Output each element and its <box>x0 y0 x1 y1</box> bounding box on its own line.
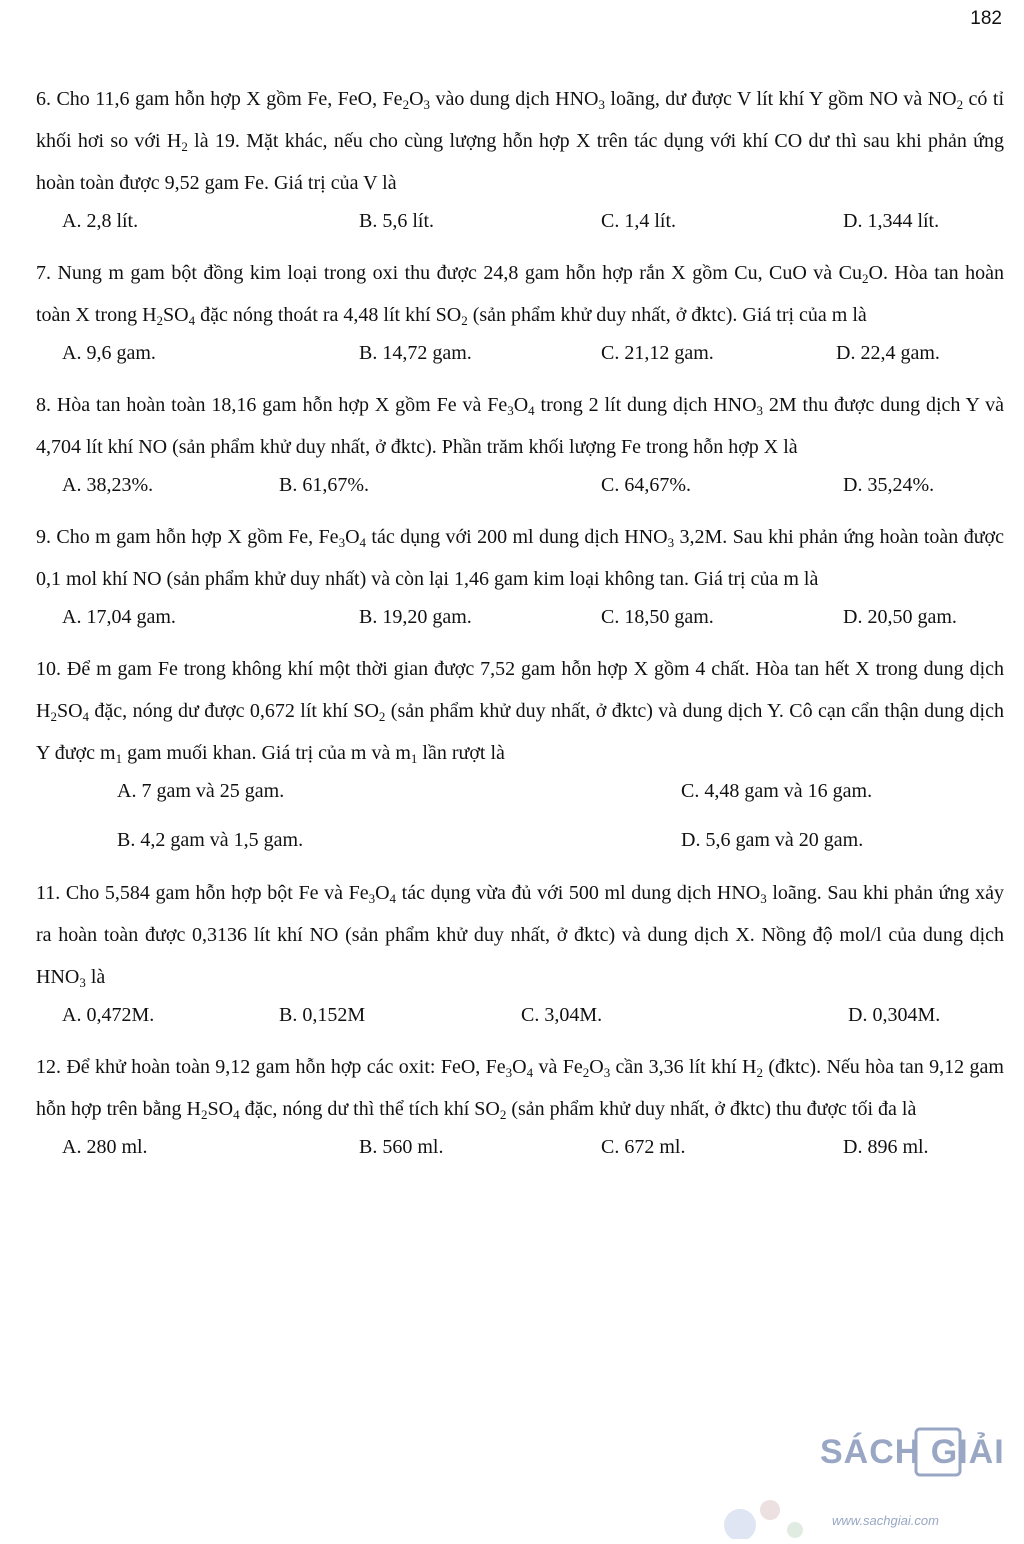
watermark-graphic <box>700 1415 1024 1539</box>
answer-option[interactable]: B. 5,6 lít. <box>359 210 435 232</box>
answer-option[interactable]: D. 896 ml. <box>843 1136 929 1158</box>
answer-option[interactable]: B. 61,67%. <box>279 474 369 496</box>
question-7-options <box>36 336 1004 384</box>
answer-option[interactable]: D. 0,304M. <box>848 1004 941 1026</box>
answer-option[interactable]: B. 4,2 gam và 1,5 gam. <box>117 829 304 851</box>
watermark-url: www.sachgiai.com <box>832 1513 939 1528</box>
question-10-options-row-1 <box>36 774 1004 823</box>
answer-option[interactable]: B. 560 ml. <box>359 1136 444 1158</box>
answer-option[interactable]: D. 20,50 gam. <box>843 606 957 628</box>
answer-option[interactable]: A. 0,472M. <box>62 1004 155 1026</box>
question-8-options <box>36 468 1004 516</box>
question-12: 12. Để khử hoàn toàn 9,12 gam hỗn hợp các oxit: FeO, $Fe_3O_4$ và $Fe_2O_3$ cần 3,36 lít khí $H_2$ (đktc). Nếu hòa tan 9,12 gam hỗn hợp trên bằng $H_2SO_4$ đặc, nóng dư thì thể tích khí $SO_2$ (sản phẩm khử duy nhất, ở đktc) thu được tối đa là <box>36 1056 1004 1122</box>
answer-option[interactable]: A. 17,04 gam. <box>62 606 176 628</box>
answer-option[interactable]: B. 0,152M <box>279 1004 366 1026</box>
answer-option[interactable]: A. 38,23%. <box>62 474 154 496</box>
question-6-options <box>36 204 1004 252</box>
answer-option[interactable]: A. 2,8 lít. <box>62 210 139 232</box>
answer-option[interactable]: B. 19,20 gam. <box>359 606 472 628</box>
answer-option[interactable]: D. 22,4 gam. <box>836 342 940 364</box>
answer-option[interactable]: C. 3,04M. <box>521 1004 603 1026</box>
answer-option[interactable]: C. 18,50 gam. <box>601 606 714 628</box>
answer-option[interactable]: D. 35,24%. <box>843 474 935 496</box>
answer-option[interactable]: C. 64,67%. <box>601 474 691 496</box>
watermark-brand: SÁCH GIẢI <box>820 1433 1005 1471</box>
answer-option[interactable]: C. 4,48 gam và 16 gam. <box>681 780 873 802</box>
answer-option[interactable]: C. 1,4 lít. <box>601 210 677 232</box>
question-6: 6. Cho 11,6 gam hỗn hợp X gồm Fe, FeO, $Fe_2O_3$ vào dung dịch $HNO_3$ loãng, dư được V lít khí Y gồm NO và $NO_2$ có tỉ khối hơi so với $H_2$ là 19. Mặt khác, nếu cho cùng lượng hỗn hợp X trên tác dụng với khí CO dư thì sau khi phản ứng hoàn toàn được 9,52 gam Fe. Giá trị của V là <box>36 88 1005 194</box>
answer-option[interactable]: B. 14,72 gam. <box>359 342 472 364</box>
answer-option[interactable]: C. 21,12 gam. <box>601 342 714 364</box>
question-10-options-row-2 <box>36 823 1004 872</box>
question-list <box>36 78 1004 1178</box>
answer-option[interactable]: A. 280 ml. <box>62 1136 148 1158</box>
question-9: 9. Cho m gam hỗn hợp X gồm Fe, $Fe_3O_4$ tác dụng với 200 ml dung dịch $HNO_3$ 3,2M. Sau khi phản ứng hoàn toàn được 0,1 mol khí NO (sản phẩm khử duy nhất) và còn lại 1,46 gam kim loại không tan. Giá trị của m là <box>36 526 1004 590</box>
question-11: 11. Cho 5,584 gam hỗn hợp bột Fe và $Fe_3O_4$ tác dụng vừa đủ với 500 ml dung dịch $HNO_3$ loãng. Sau khi phản ứng xảy ra hoàn toàn được 0,3136 lít khí NO (sản phẩm khử duy nhất, ở đktc) và dung dịch X. Nồng độ mol/l của dung dịch $HNO_3$ là <box>36 882 1004 990</box>
question-7: 7. Nung m gam bột đồng kim loại trong oxi thu được 24,8 gam hỗn hợp rắn X gồm Cu, CuO và $Cu_2O$. Hòa tan hoàn toàn X trong $H_2SO_4$ đặc nóng thoát ra 4,48 lít khí $SO_2$ (sản phẩm khử duy nhất, ở đktc). Giá trị của m là <box>36 262 1004 328</box>
answer-option[interactable]: D. 5,6 gam và 20 gam. <box>681 829 864 851</box>
answer-option[interactable]: A. 9,6 gam. <box>62 342 156 364</box>
question-11-options <box>36 998 1004 1046</box>
question-10: 10. Để m gam Fe trong không khí một thời gian được 7,52 gam hỗn hợp X gồm 4 chất. Hòa tan hết X trong dung dịch $H_2SO_4$ đặc, nóng dư được 0,672 lít khí $SO_2$ (sản phẩm khử duy nhất, ở đktc) và dung dịch Y. Cô cạn cẩn thận dung dịch Y được $m_1$ gam muối khan. Giá trị của m và $m_1$ lần rượt là <box>36 658 1004 766</box>
answer-option[interactable]: C. 672 ml. <box>601 1136 686 1158</box>
question-9-options <box>36 600 1004 648</box>
question-8: 8. Hòa tan hoàn toàn 18,16 gam hỗn hợp X gồm Fe và $Fe_3O_4$ trong 2 lít dung dịch $HNO_3$ 2M thu được dung dịch Y và 4,704 lít khí NO (sản phẩm khử duy nhất, ở đktc). Phần trăm khối lượng Fe trong hỗn hợp X là <box>36 394 1004 458</box>
answer-option[interactable]: A. 7 gam và 25 gam. <box>117 780 285 802</box>
question-12-options <box>36 1130 1004 1178</box>
answer-option[interactable]: D. 1,344 lít. <box>843 210 940 232</box>
page-number: 182 <box>970 8 1002 29</box>
watermark-logo <box>700 1415 1024 1539</box>
